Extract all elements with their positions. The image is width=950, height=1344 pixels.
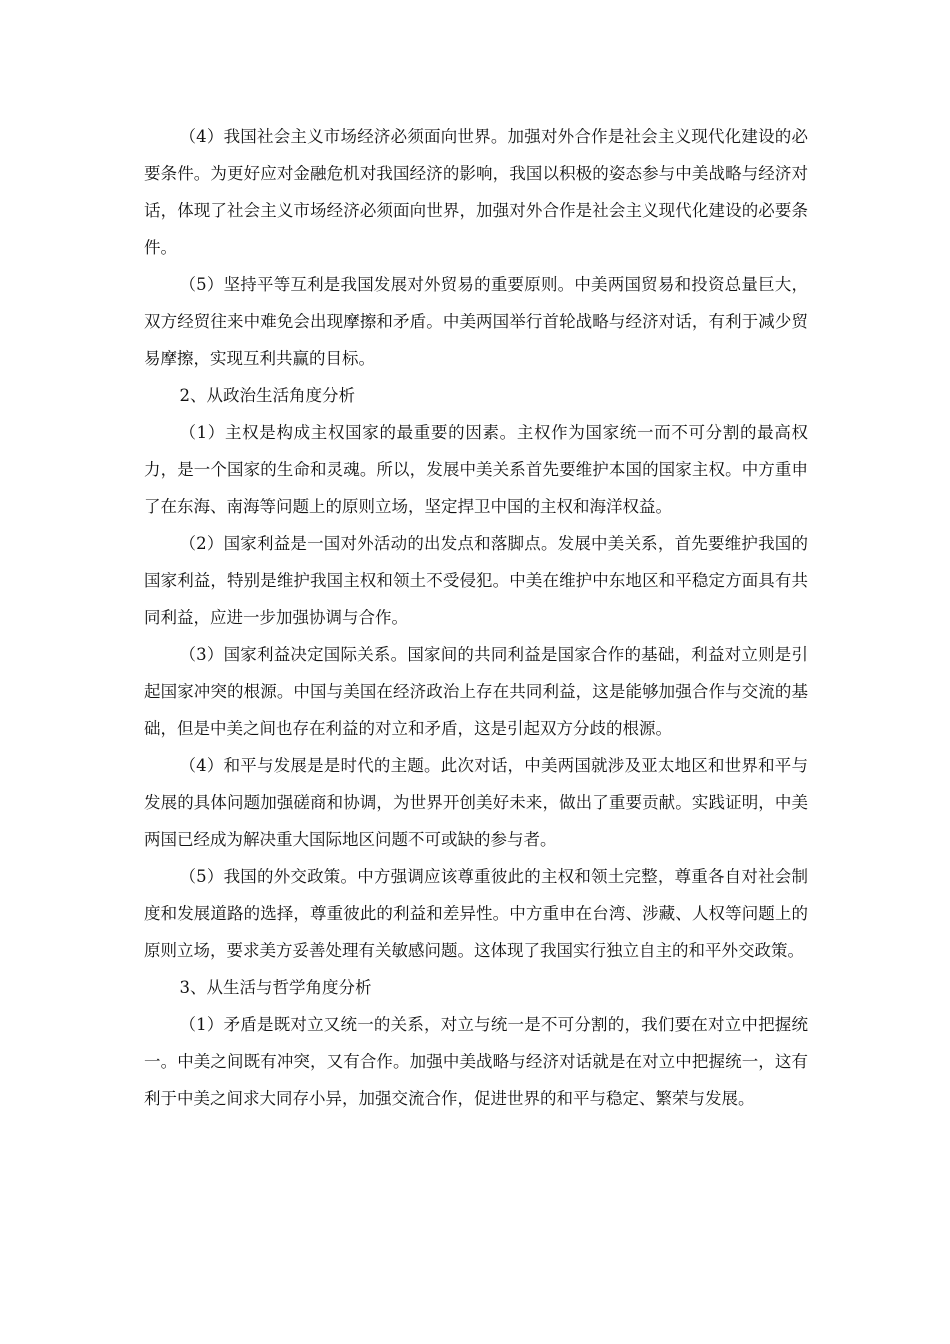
paragraph-politics-4: （4）和平与发展是是时代的主题。此次对话，中美两国就涉及亚太地区和世界和平与发展的具体问题加强磋商和协调，为世界开创美好未来，做出了重要贡献。实践证明，中美两国已经成为解决重大国际地区问题不可或缺的参与者。 [144,756,808,849]
document-body [144,118,808,1117]
section-heading-philosophy: 3、从生活与哲学角度分析 [179,978,372,997]
paragraph-politics-3: （3）国家利益决定国际关系。国家间的共同利益是国家合作的基础，利益对立则是引起国家冲突的根源。中国与美国在经济政治上存在共同利益，这是能够加强合作与交流的基础，但是中美之间也存在利益的对立和矛盾，这是引起双方分歧的根源。 [144,645,808,738]
paragraph-politics-1: （1）主权是构成主权国家的最重要的因素。主权作为国家统一而不可分割的最高权力，是一个国家的生命和灵魂。所以，发展中美关系首先要维护本国的国家主权。中方重申了在东海、南海等问题上的原则立场，坚定捍卫中国的主权和海洋权益。 [144,423,808,516]
paragraph-economy-5: （5）坚持平等互利是我国发展对外贸易的重要原则。中美两国贸易和投资总量巨大，双方经贸往来中难免会出现摩擦和矛盾。中美两国举行首轮战略与经济对话，有利于减少贸易摩擦，实现互利共赢的目标。 [144,275,808,368]
paragraph-politics-5: （5）我国的外交政策。中方强调应该尊重彼此的主权和领土完整，尊重各自对社会制度和发展道路的选择，尊重彼此的利益和差异性。中方重申在台湾、涉藏、人权等问题上的原则立场，要求美方妥善处理有关敏感问题。这体现了我国实行独立自主的和平外交政策。 [144,867,808,960]
paragraph-economy-4: （4）我国社会主义市场经济必须面向世界。加强对外合作是社会主义现代化建设的必要条件。为更好应对金融危机对我国经济的影响，我国以积极的姿态参与中美战略与经济对话，体现了社会主义市场经济必须面向世界，加强对外合作是社会主义现代化建设的必要条件。 [144,127,808,257]
section-heading-politics: 2、从政治生活角度分析 [179,386,355,405]
paragraph-politics-2: （2）国家利益是一国对外活动的出发点和落脚点。发展中美关系，首先要维护我国的国家利益，特别是维护我国主权和领土不受侵犯。中美在维护中东地区和平稳定方面具有共同利益，应进一步加强协调与合作。 [144,534,808,627]
paragraph-philosophy-1: （1）矛盾是既对立又统一的关系，对立与统一是不可分割的，我们要在对立中把握统一。中美之间既有冲突，又有合作。加强中美战略与经济对话就是在对立中把握统一，这有利于中美之间求大同存小异，加强交流合作，促进世界的和平与稳定、繁荣与发展。 [144,1015,808,1108]
